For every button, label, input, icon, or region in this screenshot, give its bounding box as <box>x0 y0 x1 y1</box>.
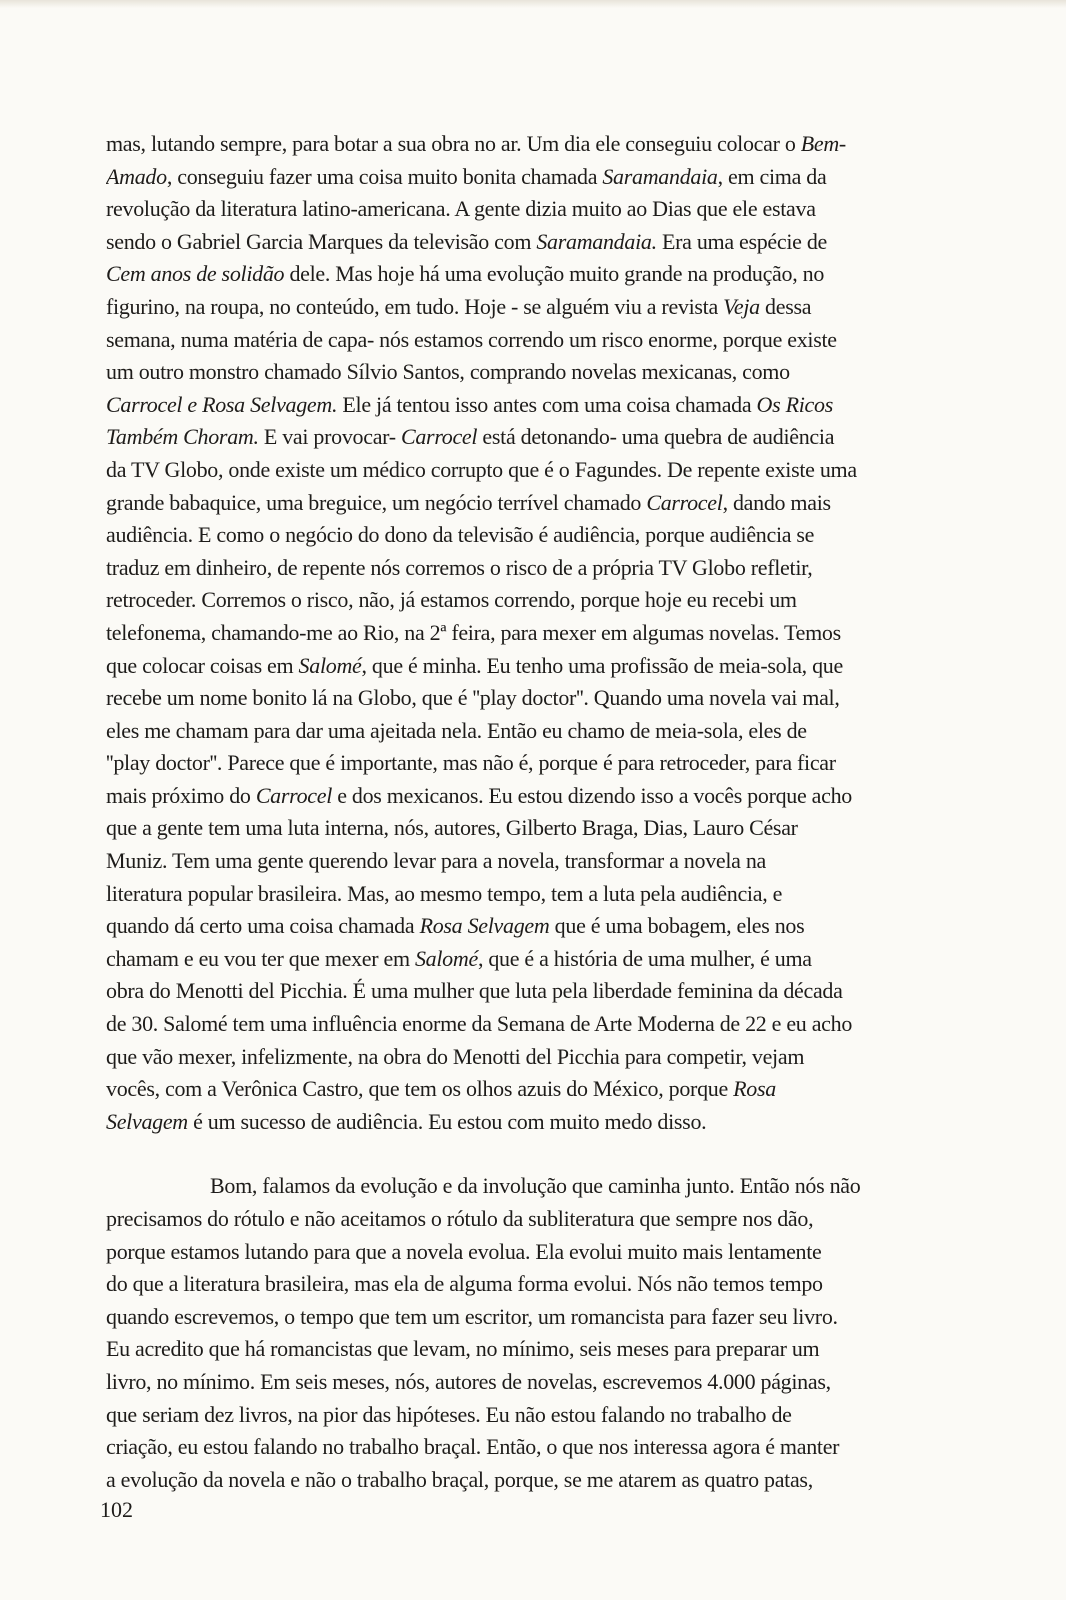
text-line <box>106 291 1008 324</box>
paragraph <box>106 1170 1008 1496</box>
text-line <box>106 617 1008 650</box>
page-top-edge <box>0 0 1066 8</box>
text-line <box>106 454 1008 487</box>
text-run: , em cima da <box>717 163 827 189</box>
text-line <box>106 943 1008 976</box>
text-run: Eu acredito que há romancistas que levam, no mínimo, seis meses para preparar um <box>106 1336 820 1362</box>
text-run: que seriam dez livros, na pior das hipóteses. Eu não estou falando no trabalho de <box>106 1401 792 1427</box>
italic-title-text: Carrocel e Rosa Selvagem. <box>106 391 338 417</box>
italic-title-text: Saramandaia <box>602 163 718 189</box>
italic-title-text: Saramandaia. <box>536 228 657 254</box>
text-line <box>106 1041 1008 1074</box>
italic-title-text: Selvagem <box>106 1108 188 1134</box>
italic-title-text: Salomé <box>414 945 478 971</box>
text-line <box>106 519 1008 552</box>
text-line <box>106 845 1008 878</box>
text-line <box>106 1236 1008 1269</box>
text-run: que vão mexer, infelizmente, na obra do Menotti del Picchia para competir, vejam <box>106 1043 805 1069</box>
italic-title-text: Veja <box>723 293 760 319</box>
italic-title-text: Rosa <box>733 1076 776 1102</box>
text-line <box>106 1399 1008 1432</box>
text-line <box>106 324 1008 357</box>
text-run: chamam e eu vou ter que mexer em <box>106 945 415 971</box>
text-run: e dos mexicanos. Eu estou dizendo isso a vocês porque acho <box>332 782 852 808</box>
text-run: grande babaquice, uma breguice, um negócio terrível chamado <box>106 489 647 515</box>
text-line <box>106 682 1008 715</box>
text-run: criação, eu estou falando no trabalho braçal. Então, o que nos interessa agora é manter <box>106 1434 840 1460</box>
italic-title-text: Carrocel <box>400 424 478 450</box>
text-line <box>106 1301 1008 1334</box>
text-run: , dando mais <box>722 489 831 515</box>
text-run: revolução da literatura latino-americana. A gente dizia muito ao Dias que ele estava <box>106 196 816 222</box>
text-run: traduz em dinheiro, de repente nós corremos o risco de a própria TV Globo refletir, <box>106 554 813 580</box>
text-run: da TV Globo, onde existe um médico corrupto que é o Fagundes. De repente existe uma <box>106 456 857 482</box>
text-run: Ele já tentou isso antes com uma coisa chamada <box>337 391 757 417</box>
text-line <box>106 1203 1008 1236</box>
body-text <box>106 128 1008 1496</box>
text-line <box>106 193 1008 226</box>
text-line <box>106 258 1008 291</box>
italic-title-text: Rosa Selvagem <box>419 913 550 939</box>
text-run: vocês, com a Verônica Castro, que tem os olhos azuis do México, porque <box>106 1076 734 1102</box>
text-run: ''play doctor''. Parece que é importante, mas não é, porque é para retroceder, para ficar <box>106 750 836 776</box>
text-line <box>106 1366 1008 1399</box>
text-line <box>106 1464 1008 1497</box>
text-line <box>106 975 1008 1008</box>
text-run: que é uma bobagem, eles nos <box>549 913 805 939</box>
italic-title-text: Amado <box>106 163 167 189</box>
text-run: retroceder. Corremos o risco, não, já estamos correndo, porque hoje eu recebi um <box>106 587 797 613</box>
text-run: um outro monstro chamado Sílvio Santos, comprando novelas mexicanas, como <box>106 359 790 385</box>
text-run: livro, no mínimo. Em seis meses, nós, autores de novelas, escrevemos 4.000 páginas, <box>106 1368 831 1394</box>
text-line <box>106 812 1008 845</box>
page-number: 102 <box>100 1497 133 1522</box>
text-run: que colocar coisas em <box>106 652 299 678</box>
text-run: do que a literatura brasileira, mas ela de alguma forma evolui. Nós não temos tempo <box>106 1271 823 1297</box>
text-line <box>106 356 1008 389</box>
text-run: audiência. E como o negócio do dono da televisão é audiência, porque audiência se <box>106 522 815 548</box>
text-run: , conseguiu fazer uma coisa muito bonita chamada <box>166 163 603 189</box>
text-run: quando escrevemos, o tempo que tem um escritor, um romancista para fazer seu livro. <box>106 1303 838 1329</box>
text-line <box>106 1073 1008 1106</box>
text-line <box>106 128 1008 161</box>
text-run: semana, numa matéria de capa- nós estamos correndo um risco enorme, porque existe <box>106 326 837 352</box>
text-line <box>106 226 1008 259</box>
paragraph <box>106 128 1008 1138</box>
text-line <box>106 584 1008 617</box>
text-run: mais próximo do <box>106 782 256 808</box>
text-run: Muniz. Tem uma gente querendo levar para a novela, transformar a novela na <box>106 848 767 874</box>
text-run: mas, lutando sempre, para botar a sua obra no ar. Um dia ele conseguiu colocar o <box>106 131 801 156</box>
text-run: dele. Mas hoje há uma evolução muito grande na produção, no <box>284 261 825 287</box>
text-run: , que é minha. Eu tenho uma profissão de meia-sola, que <box>361 652 843 678</box>
text-run: Era uma espécie de <box>656 228 828 254</box>
text-line <box>106 1431 1008 1464</box>
text-line <box>106 650 1008 683</box>
text-run: dessa <box>759 293 812 319</box>
text-line <box>106 552 1008 585</box>
text-run: que a gente tem uma luta interna, nós, autores, Gilberto Braga, Dias, Lauro César <box>106 815 798 841</box>
text-run: , que é a história de uma mulher, é uma <box>477 945 812 971</box>
text-line <box>106 487 1008 520</box>
text-line <box>106 747 1008 780</box>
text-run: literatura popular brasileira. Mas, ao mesmo tempo, tem a luta pela audiência, e <box>106 880 783 906</box>
text-run: precisamos do rótulo e não aceitamos o rótulo da subliteratura que sempre nos dão, <box>106 1206 814 1231</box>
italic-title-text: Bem- <box>800 131 846 156</box>
italic-title-text: Cem anos de solidão <box>106 261 285 287</box>
text-line <box>106 421 1008 454</box>
text-line <box>106 910 1008 943</box>
text-run: figurino, na roupa, no conteúdo, em tudo. Hoje - se alguém viu a revista <box>106 293 724 319</box>
italic-title-text: Carrocel <box>646 489 723 515</box>
text-line <box>106 715 1008 748</box>
text-run: recebe um nome bonito lá na Globo, que é ''play doctor''. Quando uma novela vai mal, <box>106 685 840 711</box>
text-line <box>106 1268 1008 1301</box>
text-line <box>106 161 1008 194</box>
text-line <box>106 389 1008 422</box>
italic-title-text: Carrocel <box>255 782 333 808</box>
italic-title-text: Também Choram. <box>106 424 259 450</box>
text-run: obra do Menotti del Picchia. É uma mulher que luta pela liberdade feminina da década <box>106 978 843 1004</box>
text-line <box>106 1106 1008 1139</box>
text-run: quando dá certo uma coisa chamada <box>106 913 420 939</box>
text-run: porque estamos lutando para que a novela evolua. Ela evolui muito mais lentamente <box>106 1238 822 1264</box>
text-line <box>106 878 1008 911</box>
text-line <box>106 780 1008 813</box>
text-line <box>106 1333 1008 1366</box>
text-run: eles me chamam para dar uma ajeitada nela. Então eu chamo de meia-sola, eles de <box>106 717 807 743</box>
text-run: de 30. Salomé tem uma influência enorme da Semana de Arte Moderna de 22 e eu acho <box>106 1011 853 1037</box>
text-run: a evolução da novela e não o trabalho braçal, porque, se me atarem as quatro patas, <box>106 1466 813 1492</box>
text-run: está detonando- uma quebra de audiência <box>477 424 835 450</box>
text-line <box>106 1008 1008 1041</box>
italic-title-text: Os Ricos <box>756 391 833 417</box>
text-line <box>106 1170 1008 1203</box>
text-run: telefonema, chamando-me ao Rio, na 2ª feira, para mexer em algumas novelas. Temos <box>106 619 841 645</box>
text-run: sendo o Gabriel Garcia Marques da televisão com <box>106 228 537 254</box>
italic-title-text: Salomé <box>298 652 362 678</box>
text-run: Bom, falamos da evolução e da involução que caminha junto. Então nós não <box>210 1173 861 1199</box>
text-run: é um sucesso de audiência. Eu estou com muito medo disso. <box>187 1108 707 1134</box>
text-run: E vai provocar- <box>258 424 401 450</box>
